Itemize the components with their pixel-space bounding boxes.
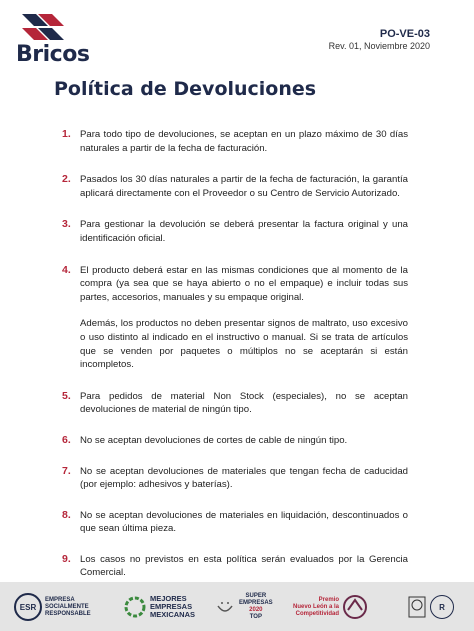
policy-item-number: 6.: [62, 433, 71, 446]
super-empresas-text: SUPER EMPRESAS 2020 TOP: [239, 593, 273, 620]
bricos-logo-icon: [18, 12, 72, 40]
policy-item-text: Pasados los 30 días naturales a partir de la fecha de facturación, la garantía aplicará directamente con el Proveedor o su Centro de Servicio Autorizado.: [80, 174, 408, 199]
policy-item: [62, 128, 408, 155]
policy-item: [62, 173, 408, 200]
policy-item-text: El producto deberá estar en las mismas condiciones que al momento de la compra (ya sea que se haya abierto o no el empaque) e incluir todas sus partes, accesorios, manuales y su empaque original.: [80, 264, 408, 303]
registered-seal: R: [430, 595, 454, 619]
smile-icon: [214, 596, 236, 618]
certification-logos: [408, 590, 454, 624]
policy-item-number: 4.: [62, 263, 71, 276]
iso-certification-icon: [408, 596, 426, 618]
policy-item-number: 7.: [62, 464, 71, 477]
policy-item-number: 2.: [62, 173, 71, 186]
esr-logo: [14, 590, 91, 624]
policy-item-number: 1.: [62, 128, 71, 140]
policy-item: [62, 434, 408, 448]
policy-item-number: 8.: [62, 508, 71, 521]
super-empresas-logo: [214, 590, 273, 624]
mejores-empresas-logo: [124, 590, 195, 624]
mejores-empresas-text: MEJORES EMPRESAS MEXICANAS: [150, 594, 196, 619]
policy-item-text: Para todo tipo de devoluciones, se aceptan en un plazo máximo de 30 días naturales a partir de la fecha de facturación.: [80, 129, 408, 154]
policy-item-text: Para gestionar la devolución se deberá presentar la factura original y una identificación oficial.: [80, 219, 408, 244]
policy-item: [62, 509, 408, 536]
policy-item-number: 5.: [62, 389, 71, 402]
esr-seal: ESR: [14, 593, 42, 621]
bricos-logo: [14, 8, 104, 66]
premio-emblem-icon: [342, 594, 368, 620]
esr-text: EMPRESA SOCIALMENTE RESPONSABLE: [45, 596, 91, 617]
policy-item: [62, 553, 408, 580]
footer-logos: [0, 582, 474, 631]
policy-list: [62, 128, 408, 580]
policy-item-text: No se aceptan devoluciones de materiales en liquidación, descontinuados o que sean última pieza.: [80, 509, 408, 535]
policy-item-text: Además, los productos no deben presentar signos de maltrato, uso excesivo o uso distinto al indicado en el instructivo o manual. Si se trata de artículos que se venden por paquetes o múltiplos no se aceptarán si están incompletos.: [80, 318, 408, 371]
premio-nl-logo: [290, 590, 368, 624]
policy-item-number: 9.: [62, 552, 71, 565]
policy-item: [62, 218, 408, 245]
policy-item-number: 3.: [62, 218, 71, 231]
brand-name: Bricos: [16, 42, 90, 67]
policy-item-text: Los casos no previstos en esta política serán evaluados por la Gerencia Comercial.: [80, 553, 408, 579]
document-code: PO-VE-03: [379, 28, 430, 40]
policy-item-text: No se aceptan devoluciones de cortes de cable de ningún tipo.: [80, 434, 348, 446]
policy-item: [62, 465, 408, 492]
header: [0, 0, 474, 70]
policy-item: [62, 264, 408, 372]
policy-item-text: No se aceptan devoluciones de materiales que tengan fecha de caducidad (por ejemplo: adhesivos y baterías).: [80, 465, 408, 491]
document-revision: Rev. 01, Noviembre 2020: [328, 41, 430, 51]
mejores-empresas-icon: [124, 596, 146, 618]
policy-item-text: Para pedidos de material Non Stock (especiales), no se aceptan devoluciones de material de ningún tipo.: [80, 390, 408, 416]
premio-nl-text: Premio Nuevo León a la Competitividad: [293, 596, 340, 617]
page-title: Política de Devoluciones: [54, 78, 317, 100]
policy-item: [62, 390, 408, 417]
